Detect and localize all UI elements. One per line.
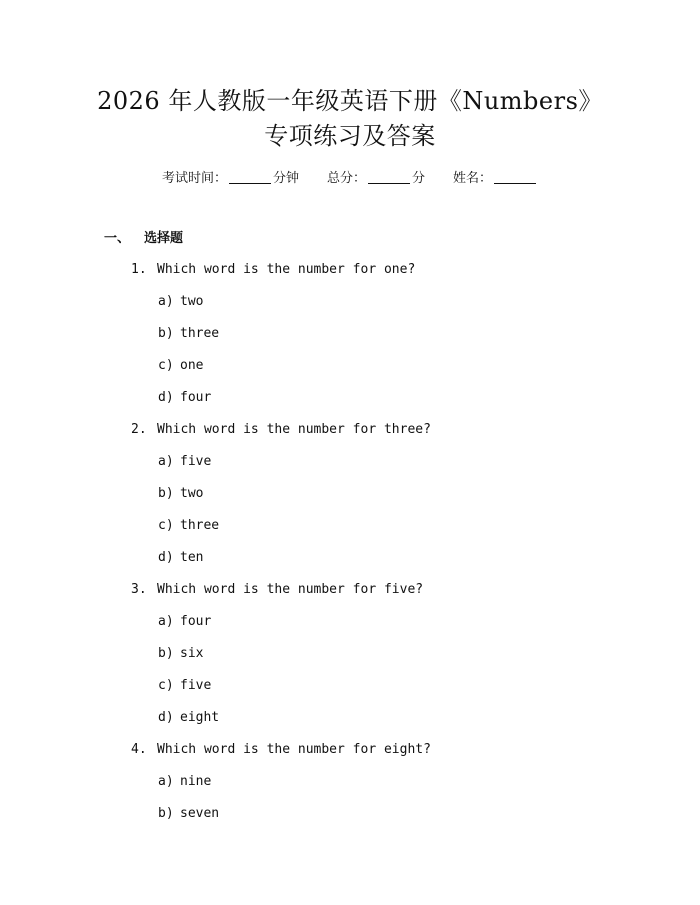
question-item (0, 422, 700, 582)
document-title-line2: 专项练习及答案 (264, 122, 436, 150)
option-letter: b) (158, 326, 174, 341)
question-stem (0, 262, 700, 294)
option-text: six (180, 646, 204, 661)
option-letter: d) (158, 710, 174, 725)
option-text: three (180, 326, 220, 341)
student-name-label: 姓名： (453, 171, 493, 186)
option-text: three (180, 518, 220, 533)
option-letter: b) (158, 806, 174, 821)
option-text: two (180, 486, 204, 501)
option-letter: c) (158, 358, 174, 373)
option-letter: a) (158, 294, 174, 309)
document-title-line1: 2026 年人教版一年级英语下册《Numbers》 (97, 87, 603, 115)
answer-option (0, 358, 700, 390)
question-item (0, 262, 700, 422)
student-name-field (453, 171, 538, 186)
answer-option (0, 454, 700, 486)
total-score-field (327, 171, 425, 186)
answer-option (0, 774, 700, 806)
answer-option (0, 614, 700, 646)
option-text: ten (180, 550, 204, 565)
question-item (0, 742, 700, 838)
option-letter: a) (158, 614, 174, 629)
exam-time-unit: 分钟 (272, 171, 299, 186)
section-heading (104, 230, 183, 248)
option-text: nine (180, 774, 212, 789)
student-name-blank (494, 183, 536, 184)
option-letter: d) (158, 390, 174, 405)
option-text: one (180, 358, 204, 373)
option-letter: a) (158, 454, 174, 469)
question-number: 3. (131, 582, 147, 597)
answer-option (0, 390, 700, 422)
total-score-unit: 分 (412, 171, 426, 186)
option-text: eight (180, 710, 220, 725)
exam-time-blank (229, 183, 271, 184)
answer-option (0, 518, 700, 550)
option-text: five (180, 678, 212, 693)
question-text: Which word is the number for eight? (157, 742, 431, 757)
option-letter: c) (158, 678, 174, 693)
exam-time-label: 考试时间： (161, 171, 227, 186)
option-letter: b) (158, 646, 174, 661)
answer-option (0, 294, 700, 326)
total-score-label: 总分： (326, 171, 366, 186)
exam-time-field (162, 171, 299, 186)
option-letter: d) (158, 550, 174, 565)
question-number: 1. (131, 262, 147, 277)
question-stem (0, 582, 700, 614)
question-stem (0, 422, 700, 454)
option-text: two (180, 294, 204, 309)
answer-option (0, 486, 700, 518)
question-number: 2. (131, 422, 147, 437)
option-text: seven (180, 806, 220, 821)
option-letter: b) (158, 486, 174, 501)
option-text: five (180, 454, 212, 469)
question-text: Which word is the number for one? (157, 262, 416, 277)
answer-option (0, 806, 700, 838)
answer-option (0, 710, 700, 742)
answer-option (0, 550, 700, 582)
section-title: 选择题 (144, 231, 184, 246)
question-list (0, 262, 700, 838)
option-text: four (180, 614, 212, 629)
question-stem (0, 742, 700, 774)
question-number: 4. (131, 742, 147, 757)
total-score-blank (368, 183, 410, 184)
question-text: Which word is the number for three? (157, 422, 431, 437)
question-text: Which word is the number for five? (157, 582, 424, 597)
question-item (0, 582, 700, 742)
option-letter: a) (158, 774, 174, 789)
answer-option (0, 646, 700, 678)
answer-option (0, 678, 700, 710)
section-number: 一、 (104, 231, 131, 246)
option-letter: c) (158, 518, 174, 533)
answer-option (0, 326, 700, 358)
option-text: four (180, 390, 212, 405)
exam-meta-line (0, 170, 700, 188)
